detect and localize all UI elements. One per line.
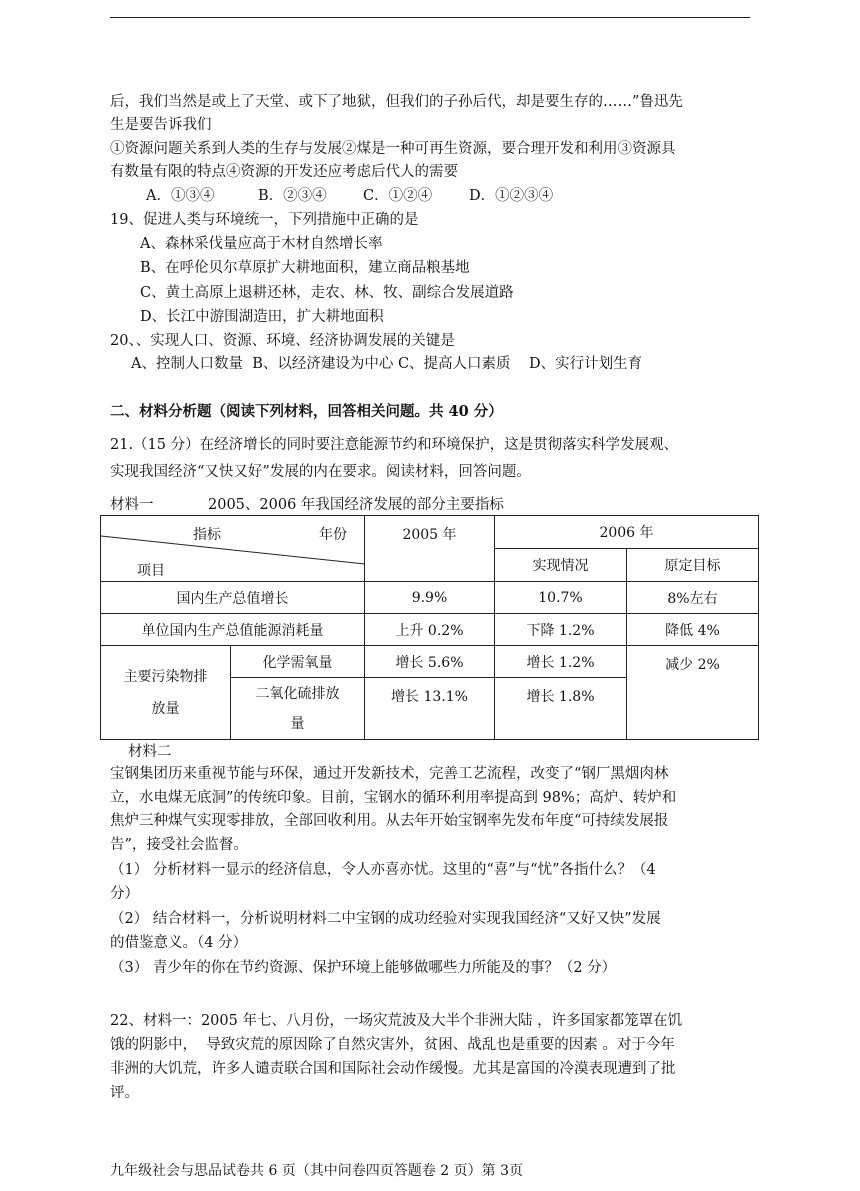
cell-actual: 增长 1.8% [495, 678, 627, 740]
pollutant-group-label [101, 646, 231, 740]
material2-text: 立，水电煤无底洞”的传统印象。目前，宝钢水的循环利用率提高到 98%；高炉、转炉和 [110, 790, 677, 806]
diag-item-label: 项目 [137, 563, 165, 579]
text-line: ①资源问题关系到人类的生存与发展②煤是一种可再生资源，要合理开发和利用③资源具 [110, 141, 676, 157]
q19-option-a: A、森林采伐量应高于木材自然增长率 [140, 236, 383, 252]
option-d: D．①②③④ [469, 188, 554, 204]
option-b: B．②③④ [258, 188, 327, 204]
cell-target: 减少 2% [627, 646, 759, 740]
q21-intro: 实现我国经济“又快又好”发展的内在要求。阅读材料，回答问题。 [110, 464, 531, 480]
q19-option-d: D、长江中游围湖造田，扩大耕地面积 [140, 309, 384, 325]
option-c: C．①②④ [363, 188, 433, 204]
cell-target: 8%左右 [627, 582, 759, 614]
table-row [101, 582, 759, 614]
row-label-line: 量 [290, 715, 305, 732]
col-actual-header: 实现情况 [495, 549, 627, 582]
col-target-header: 原定目标 [627, 549, 759, 582]
cell-2005: 增长 13.1% [365, 678, 495, 740]
row-label-line: 二氧化硫排放 [255, 685, 340, 702]
cell-2005: 上升 0.2% [365, 614, 495, 646]
section-title: 二、材料分析题（阅读下列材料，回答相关问题。共 40 分） [110, 403, 503, 420]
cell-target: 降低 4% [627, 614, 759, 646]
q18-options [146, 186, 553, 206]
cell-actual: 下降 1.2% [495, 614, 627, 646]
table-row [101, 614, 759, 646]
cell-2005: 增长 5.6% [365, 646, 495, 678]
text-line: 后，我们当然是或上了天堂、或下了地狱，但我们的子孙后代，却是要生存的……”鲁迅先 [110, 94, 683, 110]
q22-text: 饿的阴影中， 导致灾荒的原因除了自然灾害外，贫困、战乱也是重要的因素 。对于今年 [110, 1037, 675, 1053]
material1-label: 材料一 [110, 497, 154, 513]
q22-text: 非洲的大饥荒，许多人谴责联合国和国际社会动作缓慢。尤其是富国的冷漠表现遭到了批 [110, 1061, 676, 1077]
row-label: 单位国内生产总值能源消耗量 [101, 614, 365, 646]
q21-intro: 21.（15 分）在经济增长的同时要注意能源节约和环境保护，这是贯彻落实科学发展观、 [110, 437, 679, 453]
text-line: 有数量有限的特点④资源的开发还应考虑后代人的需要 [110, 164, 458, 180]
cell-2005: 9.9% [365, 582, 495, 614]
q20-options: A、控制人口数量 B、以经济建设为中心 C、提高人口素质 D、实行计划生育 [131, 356, 643, 372]
question-line: （3） 青少年的你在节约资源、保护环境上能够做哪些力所能及的事？（2 分） [110, 960, 617, 976]
q19-option-b: B、在呼伦贝尔草原扩大耕地面积，建立商品粮基地 [140, 260, 470, 276]
q22-text: 22、材料一：2005 年七、八月份，一场灾荒波及大半个非洲大陆 ，许多国家都笼罩在饥 [110, 1013, 683, 1029]
material2-text: 告”，接受社会监督。 [110, 837, 248, 853]
material1-title: 2005、2006 年我国经济发展的部分主要指标 [208, 497, 504, 513]
option-a: A．①③④ [146, 188, 215, 204]
cell-actual: 10.7% [495, 582, 627, 614]
diag-year-label: 年份 [319, 527, 347, 543]
indicator-table [100, 515, 759, 740]
text-line: 生是要告诉我们 [110, 117, 212, 133]
pollutant-group-line: 放量 [151, 700, 180, 717]
pollutant-group-line: 主要污染物排 [123, 668, 208, 685]
question-line: 分） [110, 886, 139, 902]
row-label [231, 678, 365, 740]
col-2006-header: 2006 年 [495, 516, 759, 549]
table-row [101, 646, 759, 678]
row-label: 国内生产总值增长 [101, 582, 365, 614]
question-line: （1） 分析材料一显示的经济信息，令人亦喜亦忧。这里的“喜”与“忧”各指什么？（4 [110, 862, 656, 878]
q19-option-c: C、黄土高原上退耕还林，走农、林、牧、副综合发展道路 [140, 285, 514, 301]
question-line: 的借鉴意义。（4 分） [110, 935, 248, 951]
question-line: （2） 结合材料一，分析说明材料二中宝钢的成功经验对实现我国经济“又好又快”发展 [110, 911, 661, 927]
row-label: 化学需氧量 [231, 646, 365, 678]
page-footer: 九年级社会与思品试卷共 6 页（其中问卷四页答题卷 2 页）第 3页 [110, 1163, 523, 1179]
material2-label: 材料二 [128, 744, 172, 760]
material2-text: 焦炉三种煤气实现零排放，全部回收利用。从去年开始宝钢率先发布年度“可持续发展报 [110, 813, 669, 829]
diagonal-header-cell [101, 516, 365, 582]
q19-stem: 19、促进人类与环境统一，下列措施中正确的是 [110, 212, 419, 228]
diag-indicator-label: 指标 [193, 527, 221, 543]
header-rule [110, 17, 750, 18]
cell-actual: 增长 1.2% [495, 646, 627, 678]
material2-text: 宝钢集团历来重视节能与环保，通过开发新技术，完善工艺流程，改变了“钢厂黑烟肉林 [110, 766, 669, 782]
q20-stem: 20、、实现人口、资源、环境、经济协调发展的关键是 [110, 333, 455, 349]
col-2005-header: 2005 年 [365, 516, 495, 582]
q22-text: 评。 [110, 1085, 139, 1101]
